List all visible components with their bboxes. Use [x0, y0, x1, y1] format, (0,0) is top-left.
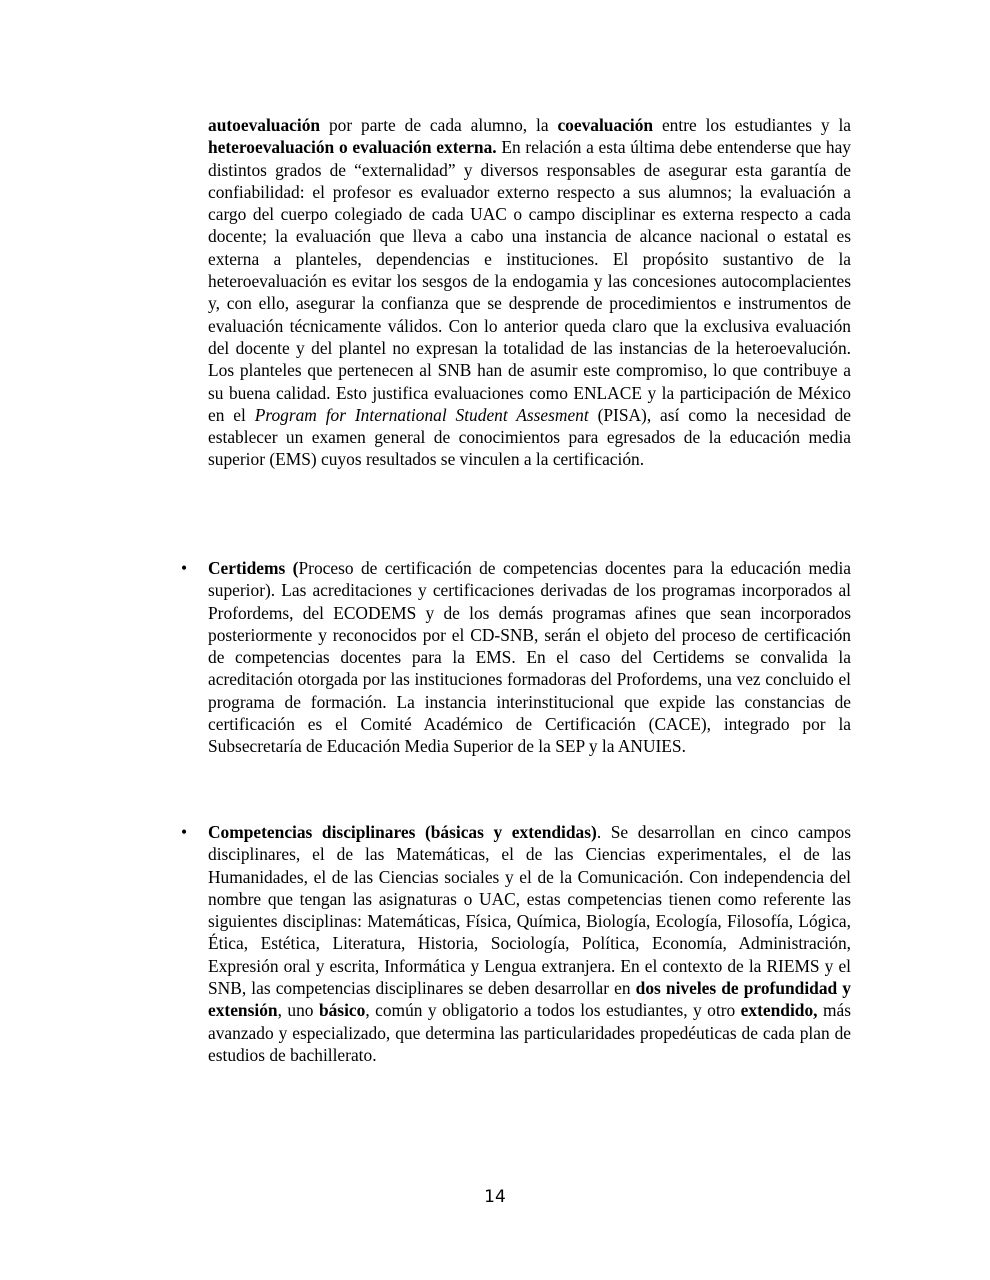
term-basico: básico: [318, 1000, 366, 1021]
program-title-pisa: Program for International Student Assesment: [254, 404, 589, 425]
text-segment: entre los estudiantes y la: [653, 115, 852, 135]
text-segment: En relación a esta última debe entenderse que hay distintos grados de “externalidad” y diversos responsables de asegurar esta garantía de confiabilidad: el profesor es evaluador externo respecto a sus alumnos; la evaluación a cargo del cuerpo colegiado de cada UAC o campo disciplinar es externa respecto a cada docente; la evaluación que lleva a cabo una instancia de alcance nacional o estatal es externa a planteles, dependencias e instituciones. El propósito sustantivo de la heteroevaluación es evitar los sesgos de la endogamia y las concesiones autocomplacientes y, con ello, asegurar la confianza que se desprende de procedimientos e instrumentos de evaluación técnicamente válidos. Con lo anterior queda claro que la exclusiva evaluación del docente y del plantel no expresan la totalidad de las instancias de la heteroevalución. Los planteles que pertenecen al SNB han de asumir este compromiso, lo que contribuye a su buena calidad. Esto justifica evaluaciones como ENLACE y la participación de México en el: [208, 137, 851, 425]
page-number: 14: [484, 1187, 506, 1207]
term-heteroevaluacion: heteroevaluación o evaluación externa.: [208, 137, 497, 158]
text-segment: por parte de cada alumno, la: [320, 115, 558, 135]
text-segment: Proceso de certificación de competencias docentes para la educación media superior). Las acreditaciones y certificaciones derivadas de los programas incorporados al Profordems, del ECODEMS y de los demás programas afines que sean incorporados posteriormente y reconocidos por el CD-SNB, serán el objeto del proceso de certificación de competencias docentes para la EMS. En el caso del Certidems se convalida la acreditación otorgada por las instituciones formadoras del Profordems, una vez concluido el programa de formación. La instancia interinstitucional que expide las constancias de certificación es el Comité Académico de Certificación (CACE), integrado por la Subsecretaría de Educación Media Superior de la SEP y la ANUIES.: [208, 558, 851, 757]
text-segment: , uno: [277, 1000, 319, 1021]
term-niveles: dos niveles de profundidad y extensión: [208, 978, 852, 1021]
text-segment: . Se desarrollan en cinco campos disciplinares, el de las Matemáticas, el de las Ciencias experimentales, el de las Humanidades, el de las Ciencias sociales y el de la Comunicación. Con independencia del nombre que tengan las asignaturas o UAC, estas competencias tienen como referente las siguientes disciplinas: Matemáticas, Física, Química, Biología, Ecología, Filosofía, Lógica, Ética, Estética, Literatura, Historia, Sociología, Política, Economía, Administración, Expresión oral y escrita, Informática y Lengua extranjera. En el contexto de la RIEMS y el SNB, las competencias disciplinares se deben desarrollar en: [208, 822, 852, 999]
list-item-text: [208, 821, 851, 1066]
term-certidems: Certidems (: [208, 558, 299, 578]
paragraph-heteroevaluacion: [208, 114, 851, 471]
bullet-marker: •: [180, 558, 188, 578]
text-segment: (PISA), así como la necesidad de establecer un examen general de conocimientos para egresados de la educación media superior (EMS) cuyos resultados se vinculen a la certificación.: [208, 404, 851, 470]
term-extendido: extendido,: [740, 1000, 818, 1021]
text-segment: más avanzado y especializado, que determina las particularidades propedéuticas de cada plan de estudios de bachillerato.: [208, 1000, 851, 1065]
term-competencias-disciplinares: Competencias disciplinares (básicas y extendidas): [208, 822, 597, 842]
term-coevaluacion: coevaluación: [557, 115, 654, 135]
term-autoevaluacion: autoevaluación: [208, 115, 321, 135]
text-segment: , común y obligatorio a todos los estudiantes, y otro: [365, 1000, 741, 1021]
bullet-marker: •: [180, 822, 188, 842]
list-item-text: [208, 557, 851, 758]
